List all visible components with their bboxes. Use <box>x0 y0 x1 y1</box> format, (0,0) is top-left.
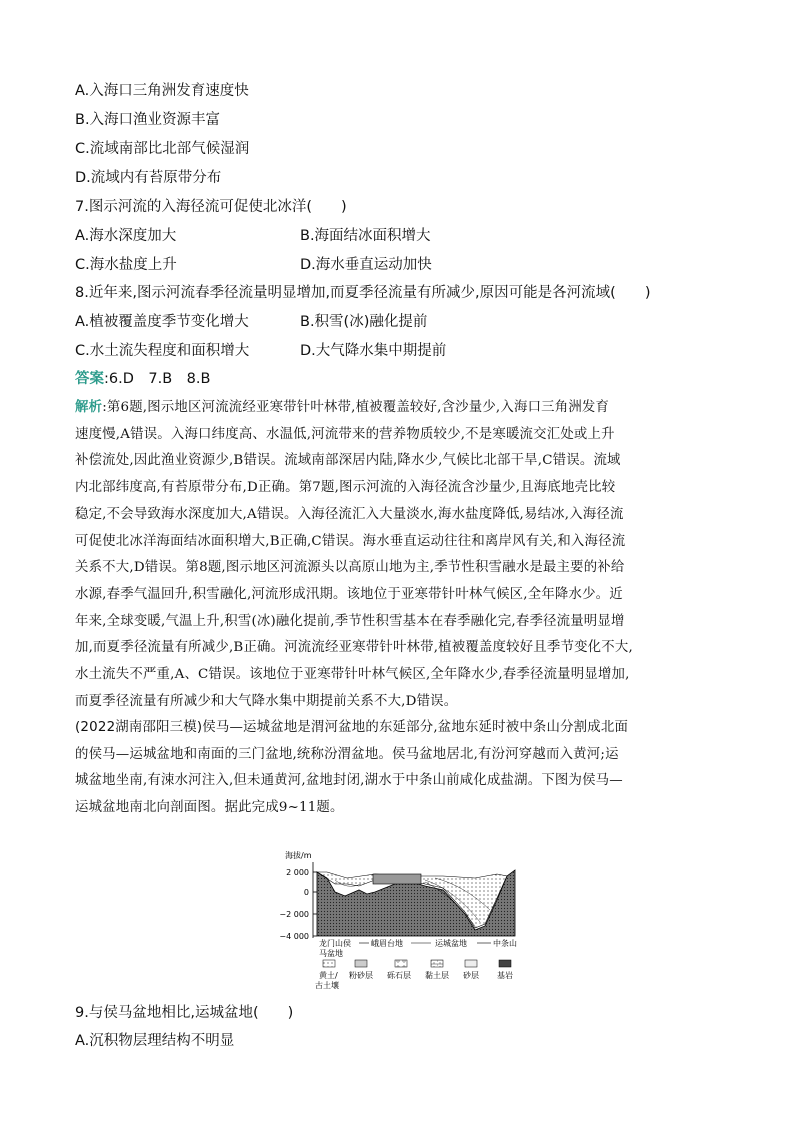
region-label: 峨眉台地 <box>371 939 403 948</box>
legend-label: 古土壤 <box>315 981 339 990</box>
analysis-line: 内北部纬度高,有苔原带分布,D正确。第7题,图示河流的入海径流含沙量少,且海底地壳比较 <box>75 480 616 496</box>
legend-swatch-bedrock <box>499 960 511 967</box>
legend-swatch-gravel <box>395 960 407 967</box>
y-tick-label: 0 <box>303 888 309 897</box>
y-axis-label: 海拔/m <box>285 851 312 860</box>
answer-line <box>75 369 210 389</box>
region-label: 中条山 <box>493 939 517 948</box>
legend-swatch-sand <box>465 960 477 967</box>
analysis-tag: 解析 <box>75 400 103 415</box>
legend-label: 黏土层 <box>425 971 449 980</box>
material-line: 城盆地坐南,有涑水河注入,但未通黄河,盆地封闭,湖水于中条山前咸化成盐湖。下图为侯马— <box>75 773 623 789</box>
q6-option-c: C.流域南部比北部气候湿润 <box>75 141 250 157</box>
q7-option-d: D.海水垂直运动加快 <box>300 257 432 273</box>
q8-option-b: B.积雪(冰)融化提前 <box>300 314 428 330</box>
cross-section-diagram <box>275 850 545 990</box>
analysis-line: 稳定,不会导致海水深度加大,A错误。入海径流汇入大量淡水,海水盐度降低,易结冰,入海径流 <box>75 506 624 522</box>
y-tick-label: −2 000 <box>279 910 309 919</box>
analysis-paragraph <box>75 395 715 715</box>
analysis-line: 可促使北冰洋海面结冰面积增大,B正确,C错误。海水垂直运动往往和离岸风有关,和入海径流 <box>75 533 626 549</box>
q8-option-c: C.水土流失程度和面积增大 <box>75 343 250 359</box>
material-line: (2022湖南邵阳三模)侯马—运城盆地是渭河盆地的东延部分,盆地东延时被中条山分割成北面 <box>75 720 629 735</box>
legend-label: 黄土/ <box>319 971 338 980</box>
q9-option-a: A.沉积物层理结构不明显 <box>75 1033 235 1049</box>
analysis-line: 解析:第6题,图示地区河流流经亚寒带针叶林带,植被覆盖较好,含沙量少,入海口三角洲发育 <box>75 400 610 415</box>
cross-section-figure <box>275 850 545 990</box>
q6-option-b: B.入海口渔业资源丰富 <box>75 112 221 128</box>
material-line: 运城盆地南北向剖面图。据此完成9~11题。 <box>75 800 344 816</box>
y-tick-label: −4 000 <box>279 932 309 941</box>
analysis-line: 加,而夏季径流量有所减少,B正确。河流流经亚寒带针叶林带,植被覆盖度较好且季节变化不大, <box>75 640 633 656</box>
q8-option-a: A.植被覆盖度季节变化增大 <box>75 314 249 330</box>
q7-option-a: A.海水深度加大 <box>75 228 177 244</box>
legend-swatch-clay <box>431 960 443 967</box>
q7-stem: 7.图示河流的入海径流可促使北冰洋( ) <box>75 199 347 215</box>
analysis-line: 速度慢,A错误。入海口纬度高、水温低,河流带来的营养物质较少,不是寒暖流交汇处或上升 <box>75 426 615 442</box>
analysis-line: 关系不大,D错误。第8题,图示地区河流源头以高原山地为主,季节性积雪融水是最主要的补给 <box>75 560 625 576</box>
q7-option-c: C.海水盐度上升 <box>75 257 177 273</box>
answer-text: :6.D 7.B 8.B <box>104 371 211 387</box>
analysis-line: 补偿流处,因此渔业资源少,B错误。流域南部深居内陆,降水少,气候比北部干旱,C错误。流域 <box>75 453 621 469</box>
legend-label: 基岩 <box>497 971 513 980</box>
q9-stem: 9.与侯马盆地相比,运城盆地( ) <box>75 1005 294 1021</box>
analysis-line: 年来,全球变暖,气温上升,积雪(冰)融化提前,季节性积雪基本在春季融化完,春季径流量明显增 <box>75 613 625 629</box>
analysis-line: 水土流失不严重,A、C错误。该地位于亚寒带针叶林气候区,全年降水少,春季径流量明显增加, <box>75 667 630 683</box>
analysis-line: 而夏季径流量有所减少和大气降水集中期提前关系不大,D错误。 <box>75 693 458 709</box>
legend-label: 砂层 <box>463 971 479 980</box>
legend-swatch-silt <box>355 960 367 967</box>
q6-option-d: D.流域内有苔原带分布 <box>75 170 222 186</box>
legend-swatch-loess <box>323 960 335 967</box>
q7-option-b: B.海面结冰面积增大 <box>300 228 431 244</box>
region-label: 龙门山侯 <box>319 939 351 948</box>
answer-tag: 答案 <box>75 371 104 387</box>
y-tick-label: 2 000 <box>286 868 309 877</box>
region-label: 马盆地 <box>319 949 343 958</box>
q8-option-d: D.大气降水集中期提前 <box>300 343 447 359</box>
plateau-block <box>373 874 421 884</box>
region-label: 运城盆地 <box>435 939 467 948</box>
material-source: (2022湖南邵阳三模) <box>75 720 203 735</box>
material-paragraph <box>75 715 715 822</box>
material-line: 的侯马—运城盆地和南面的三门盆地,统称汾渭盆地。侯马盆地居北,有汾河穿越而入黄河;运 <box>75 746 619 762</box>
q8-stem: 8.近年来,图示河流春季径流量明显增加,而夏季径流量有所减少,原因可能是各河流域( ) <box>75 285 651 301</box>
analysis-line: 水源,春季气温回升,积雪融化,河流形成汛期。该地位于亚寒带针叶林气候区,全年降水少。近 <box>75 586 623 602</box>
q6-option-a: A.入海口三角洲发育速度快 <box>75 83 249 99</box>
legend-label: 砾石层 <box>387 971 411 980</box>
legend-label: 粉砂层 <box>349 971 373 980</box>
